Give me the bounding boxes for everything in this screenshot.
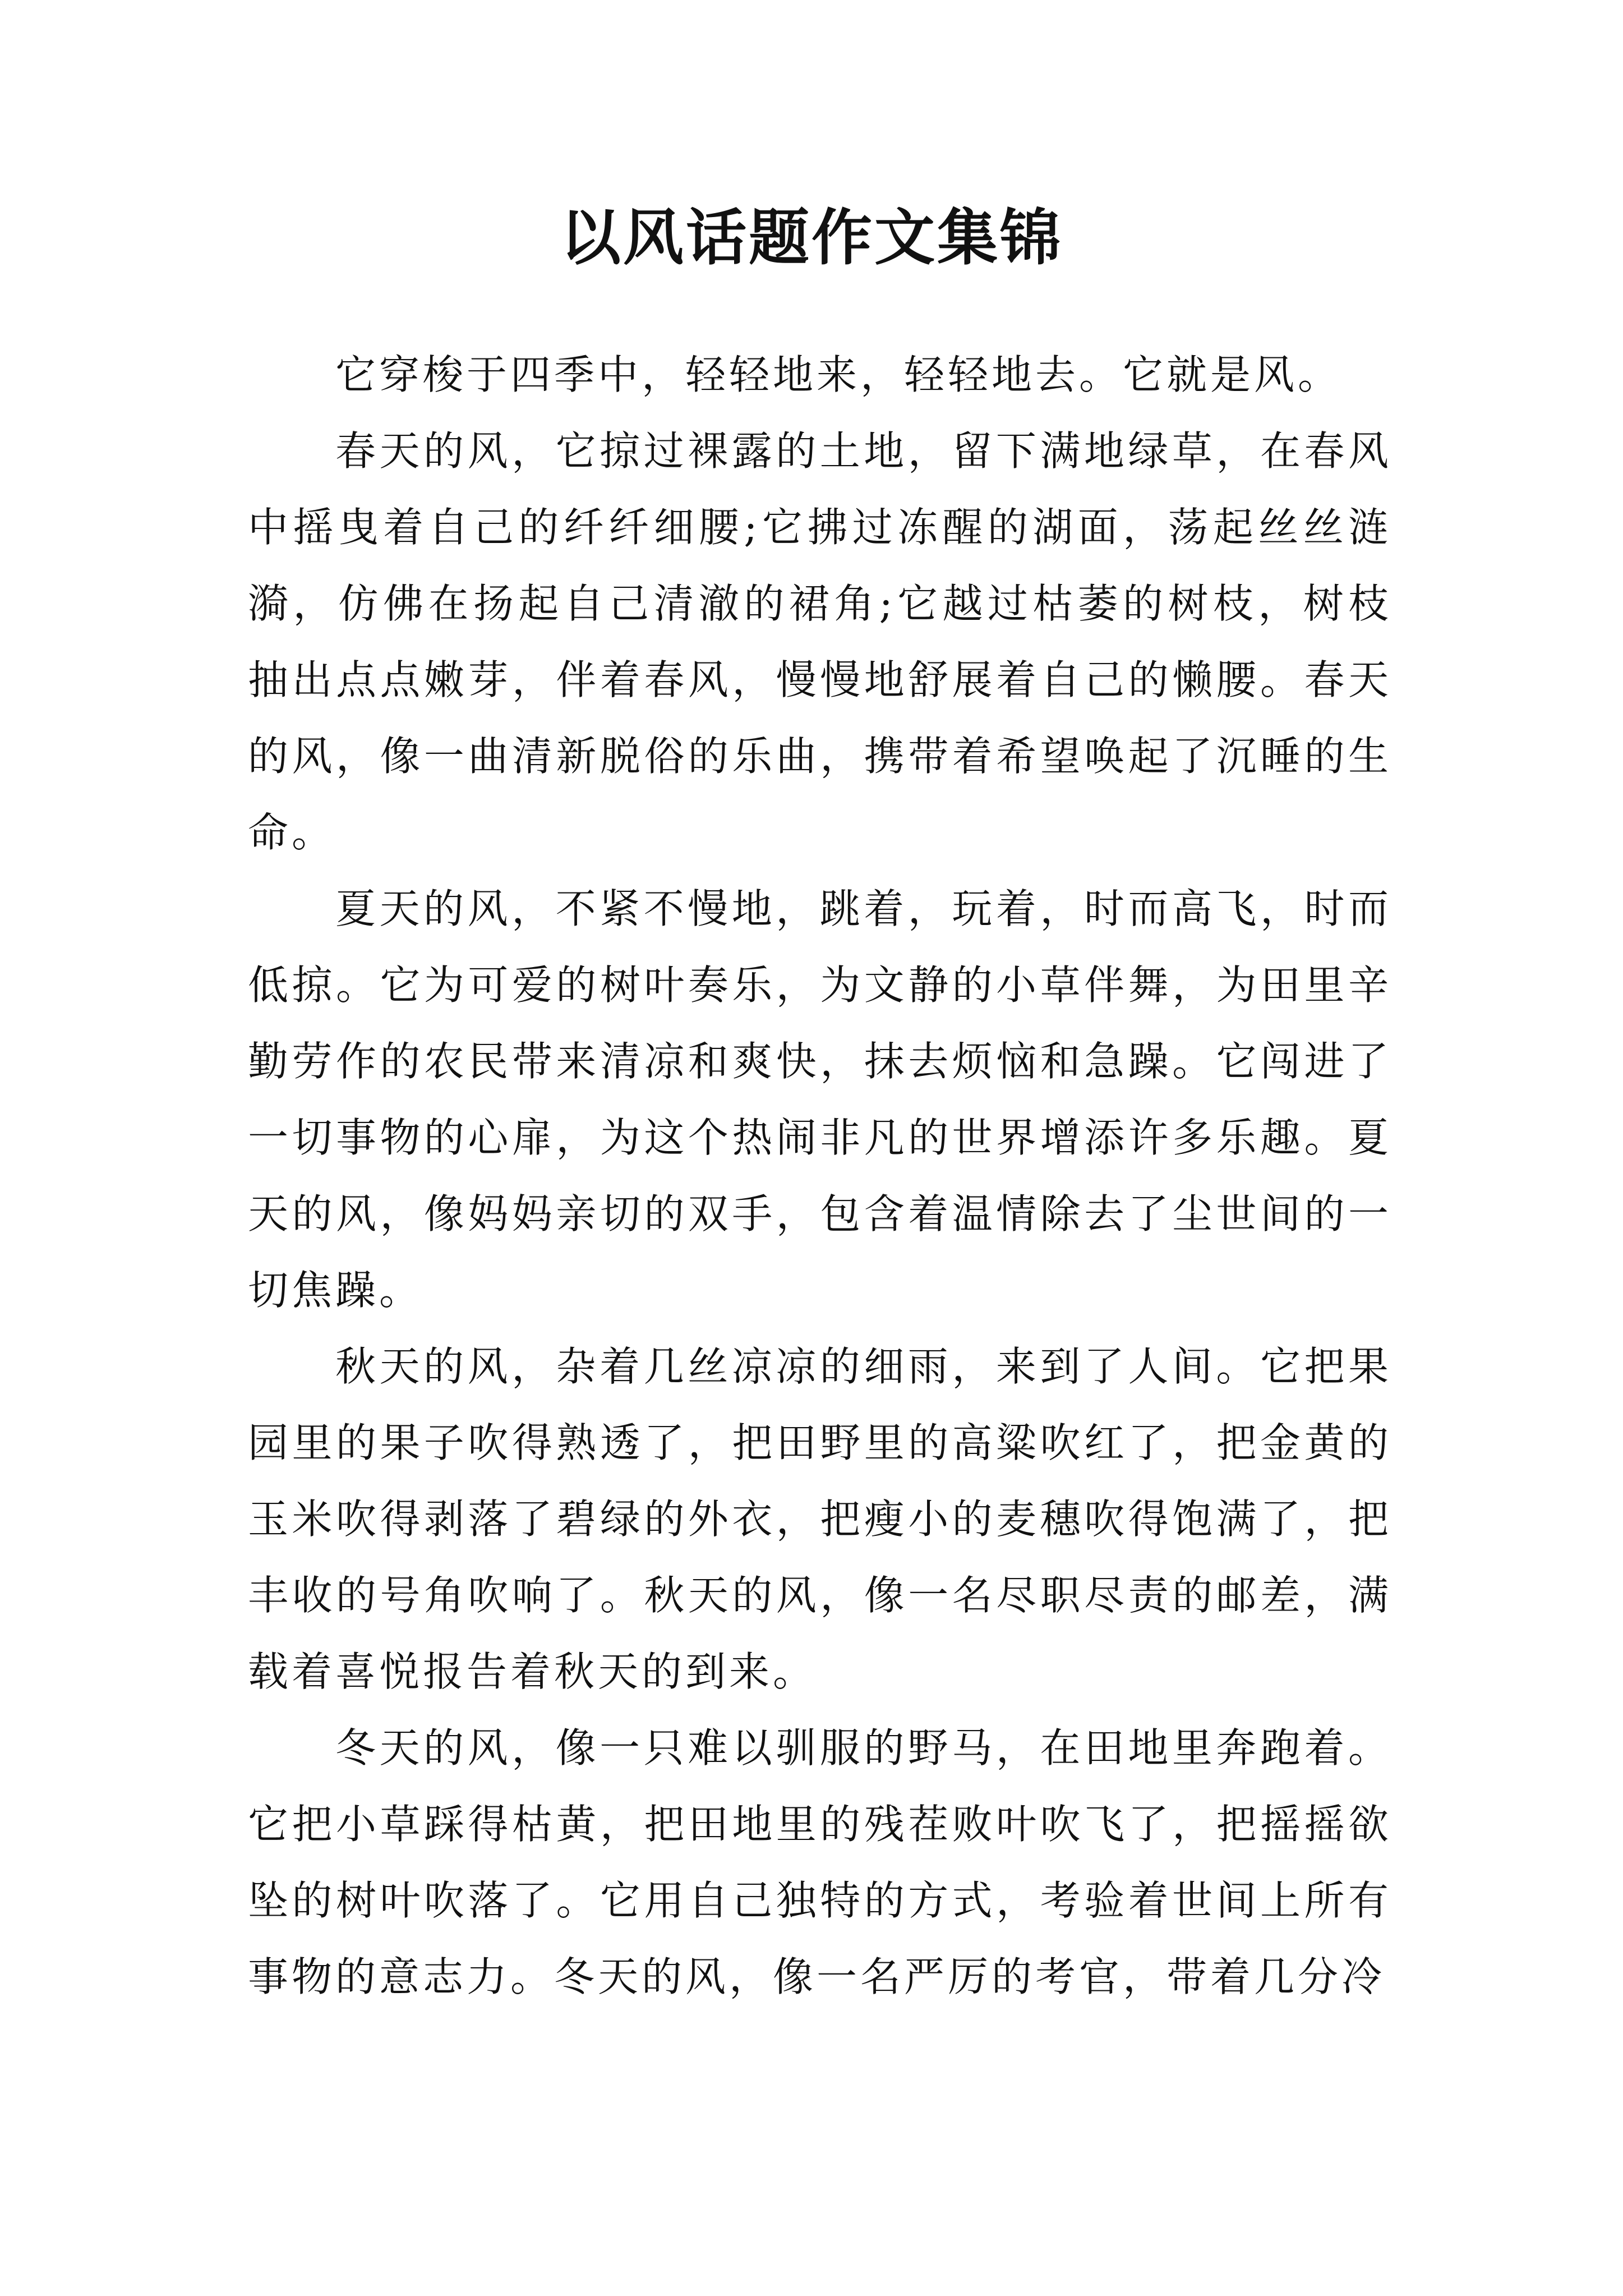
paragraph-intro: 它穿梭于四季中，轻轻地来，轻轻地去。它就是风。 [335, 351, 1342, 398]
paragraph-autumn: 秋天的风，杂着几丝凉凉的细雨，来到了人间。它把果园里的果子吹得熟透了，把田野里的高粱吹红了，把金黄的玉米吹得剥落了碧绿的外衣，把瘦小的麦穗吹得饱满了，把丰收的号角吹响了。秋天的风，像一名尽职尽责的邮差，满载着喜悦报告着秋天的到来。 [248, 1343, 1392, 1695]
document-body [248, 337, 1392, 2015]
document-title: 以风话题作文集锦 [560, 203, 1063, 273]
paragraph-winter: 冬天的风，像一只难以驯服的野马，在田地里奔跑着。它把小草踩得枯黄，把田地里的残茬败叶吹飞了，把摇摇欲坠的树叶吹落了。它用自己独特的方式，考验着世间上所有事物的意志力。冬天的风，像一名严厉的考官，带着几分冷 [248, 1724, 1392, 2000]
paragraph-summer: 夏天的风，不紧不慢地，跳着，玩着，时而高飞，时而低掠。它为可爱的树叶奏乐，为文静的小草伴舞，为田里辛勤劳作的农民带来清凉和爽快，抹去烦恼和急躁。它闯进了一切事物的心扉，为这个热闹非凡的世界增添许多乐趣。夏天的风，像妈妈亲切的双手，包含着温情除去了尘世间的一切焦躁。 [248, 885, 1392, 1314]
paragraph-spring: 春天的风，它掠过裸露的土地，留下满地绿草，在春风中摇曳着自己的纤纤细腰;它拂过冻醒的湖面，荡起丝丝涟漪，仿佛在扬起自己清澈的裙角;它越过枯萎的树枝，树枝抽出点点嫩芽，伴着春风，慢慢地舒展着自己的懒腰。春天的风，像一曲清新脱俗的乐曲，携带着希望唤起了沉睡的生命。 [248, 427, 1392, 856]
